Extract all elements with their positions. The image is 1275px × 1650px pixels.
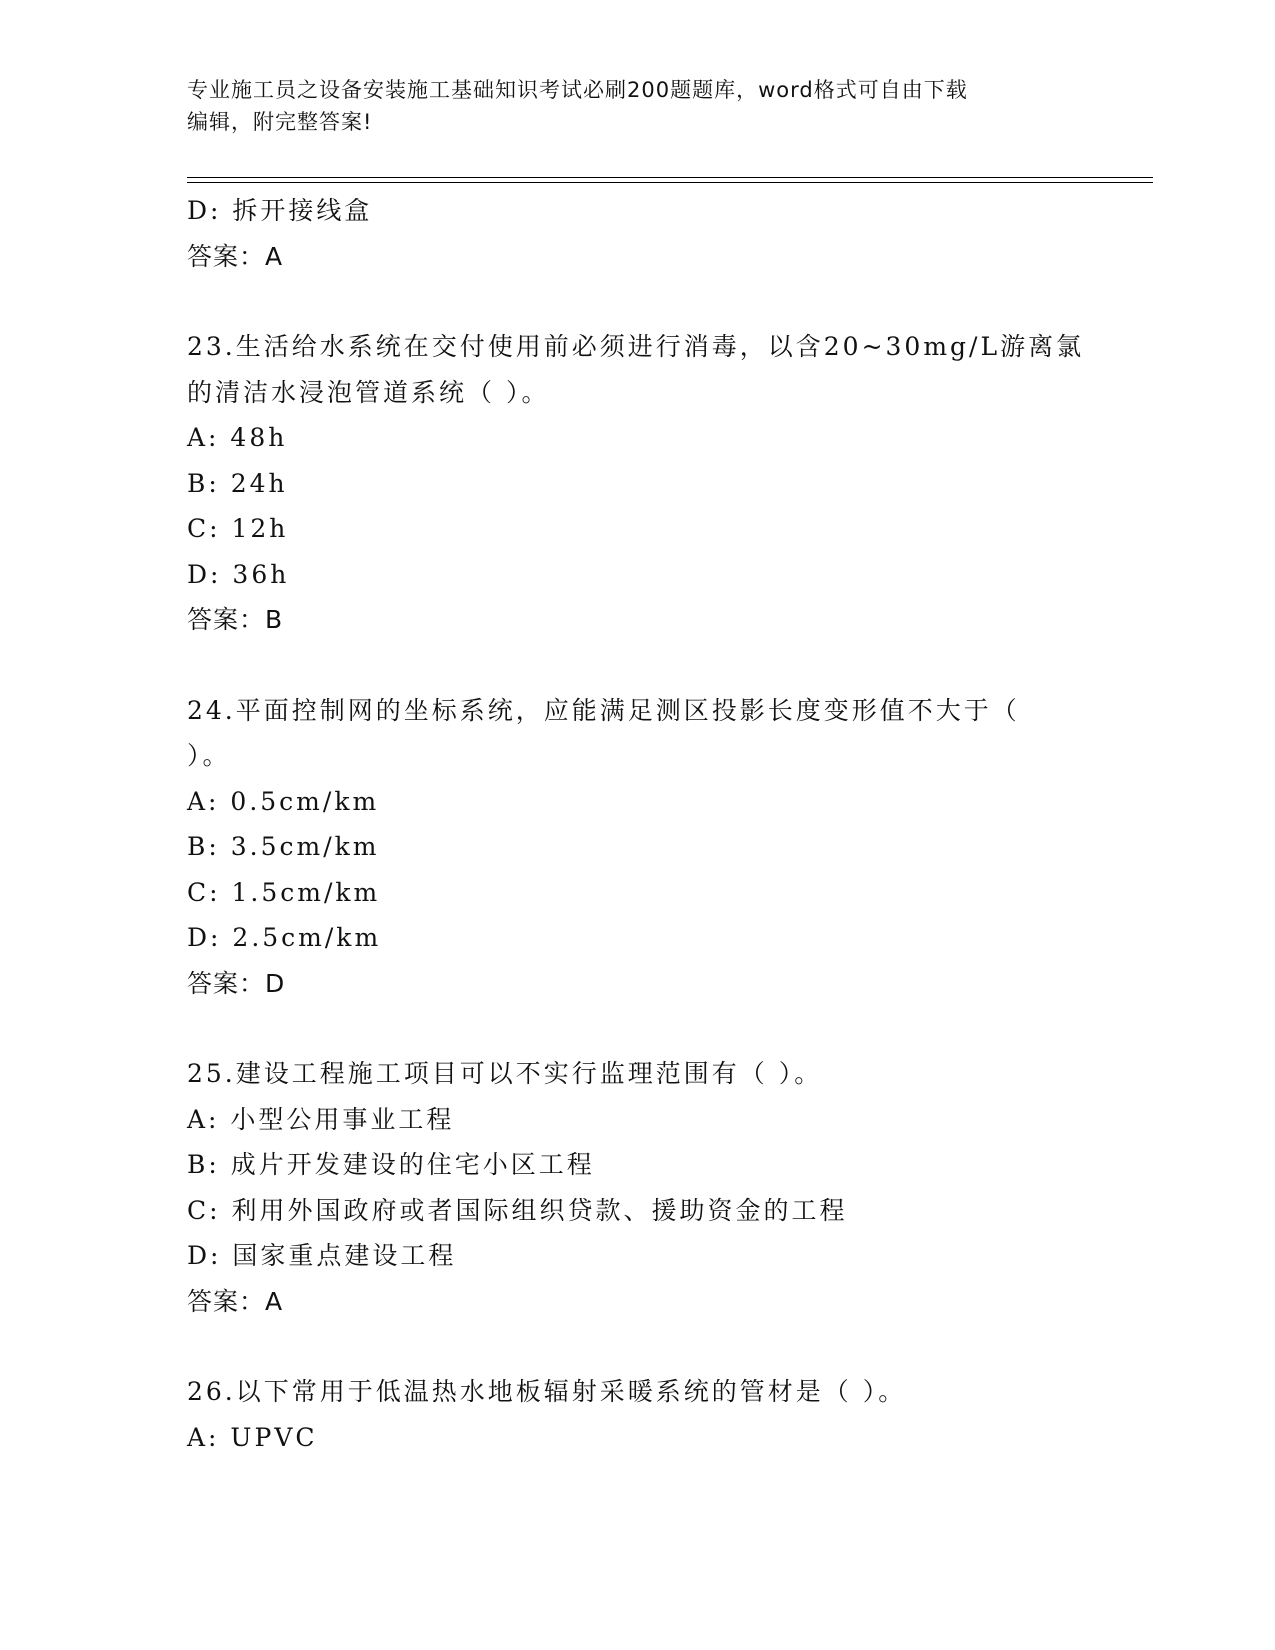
- question-22: [187, 188, 1087, 279]
- question-stem: 26.以下常用于低温热水地板辐射采暖系统的管材是（ ）。: [187, 1377, 907, 1406]
- option-a: A: UPVC: [187, 1422, 318, 1452]
- page-header: [187, 74, 1067, 138]
- answer: 答案：A: [187, 1286, 284, 1316]
- option-b: B: 成片开发建设的住宅小区工程: [187, 1150, 595, 1179]
- spacer: [187, 643, 1087, 688]
- header-divider-top: [187, 177, 1153, 178]
- option-c: C: 利用外国政府或者国际组织贷款、援助资金的工程: [187, 1195, 848, 1225]
- option-a: A: 48h: [187, 423, 288, 452]
- question-stem: 25.建设工程施工项目可以不实行监理范围有（ ）。: [187, 1059, 823, 1088]
- option-a: A: 0.5cm/km: [187, 786, 380, 816]
- option-d: D: 2.5cm/km: [187, 923, 382, 952]
- option-d: D: 36h: [187, 559, 290, 589]
- question-24: [187, 688, 1087, 1007]
- option-c: C: 1.5cm/km: [187, 877, 381, 907]
- answer: 答案：D: [187, 968, 286, 998]
- question-stem: 23.生活给水系统在交付使用前必须进行消毒，以含20~30mg/L游离氯: [187, 332, 1085, 361]
- option-a: A: 小型公用事业工程: [187, 1104, 455, 1134]
- question-stem-continued: 的清洁水浸泡管道系统（ ）。: [187, 377, 550, 407]
- question-stem: 24.平面控制网的坐标系统，应能满足测区投影长度变形值不大于（: [187, 695, 1020, 725]
- option-b: B: 3.5cm/km: [187, 832, 380, 861]
- question-content: [187, 188, 1087, 1460]
- option-d: D: 拆开接线盒: [187, 196, 373, 225]
- option-c: C: 12h: [187, 514, 289, 543]
- spacer: [187, 1324, 1087, 1369]
- question-25: [187, 1051, 1087, 1324]
- spacer: [187, 279, 1087, 324]
- header-divider-bottom: [187, 182, 1153, 183]
- option-d: D: 国家重点建设工程: [187, 1241, 457, 1270]
- header-line-2: 编辑，附完整答案!: [187, 110, 373, 134]
- option-b: B: 24h: [187, 468, 288, 498]
- answer: 答案：A: [187, 241, 284, 271]
- question-26: [187, 1369, 1087, 1460]
- spacer: [187, 1006, 1087, 1051]
- question-stem-continued: ）。: [187, 741, 231, 770]
- header-line-1: 专业施工员之设备安装施工基础知识考试必刷200题题库，word格式可自由下载: [187, 78, 968, 102]
- answer: 答案：B: [187, 605, 284, 634]
- question-23: [187, 324, 1087, 643]
